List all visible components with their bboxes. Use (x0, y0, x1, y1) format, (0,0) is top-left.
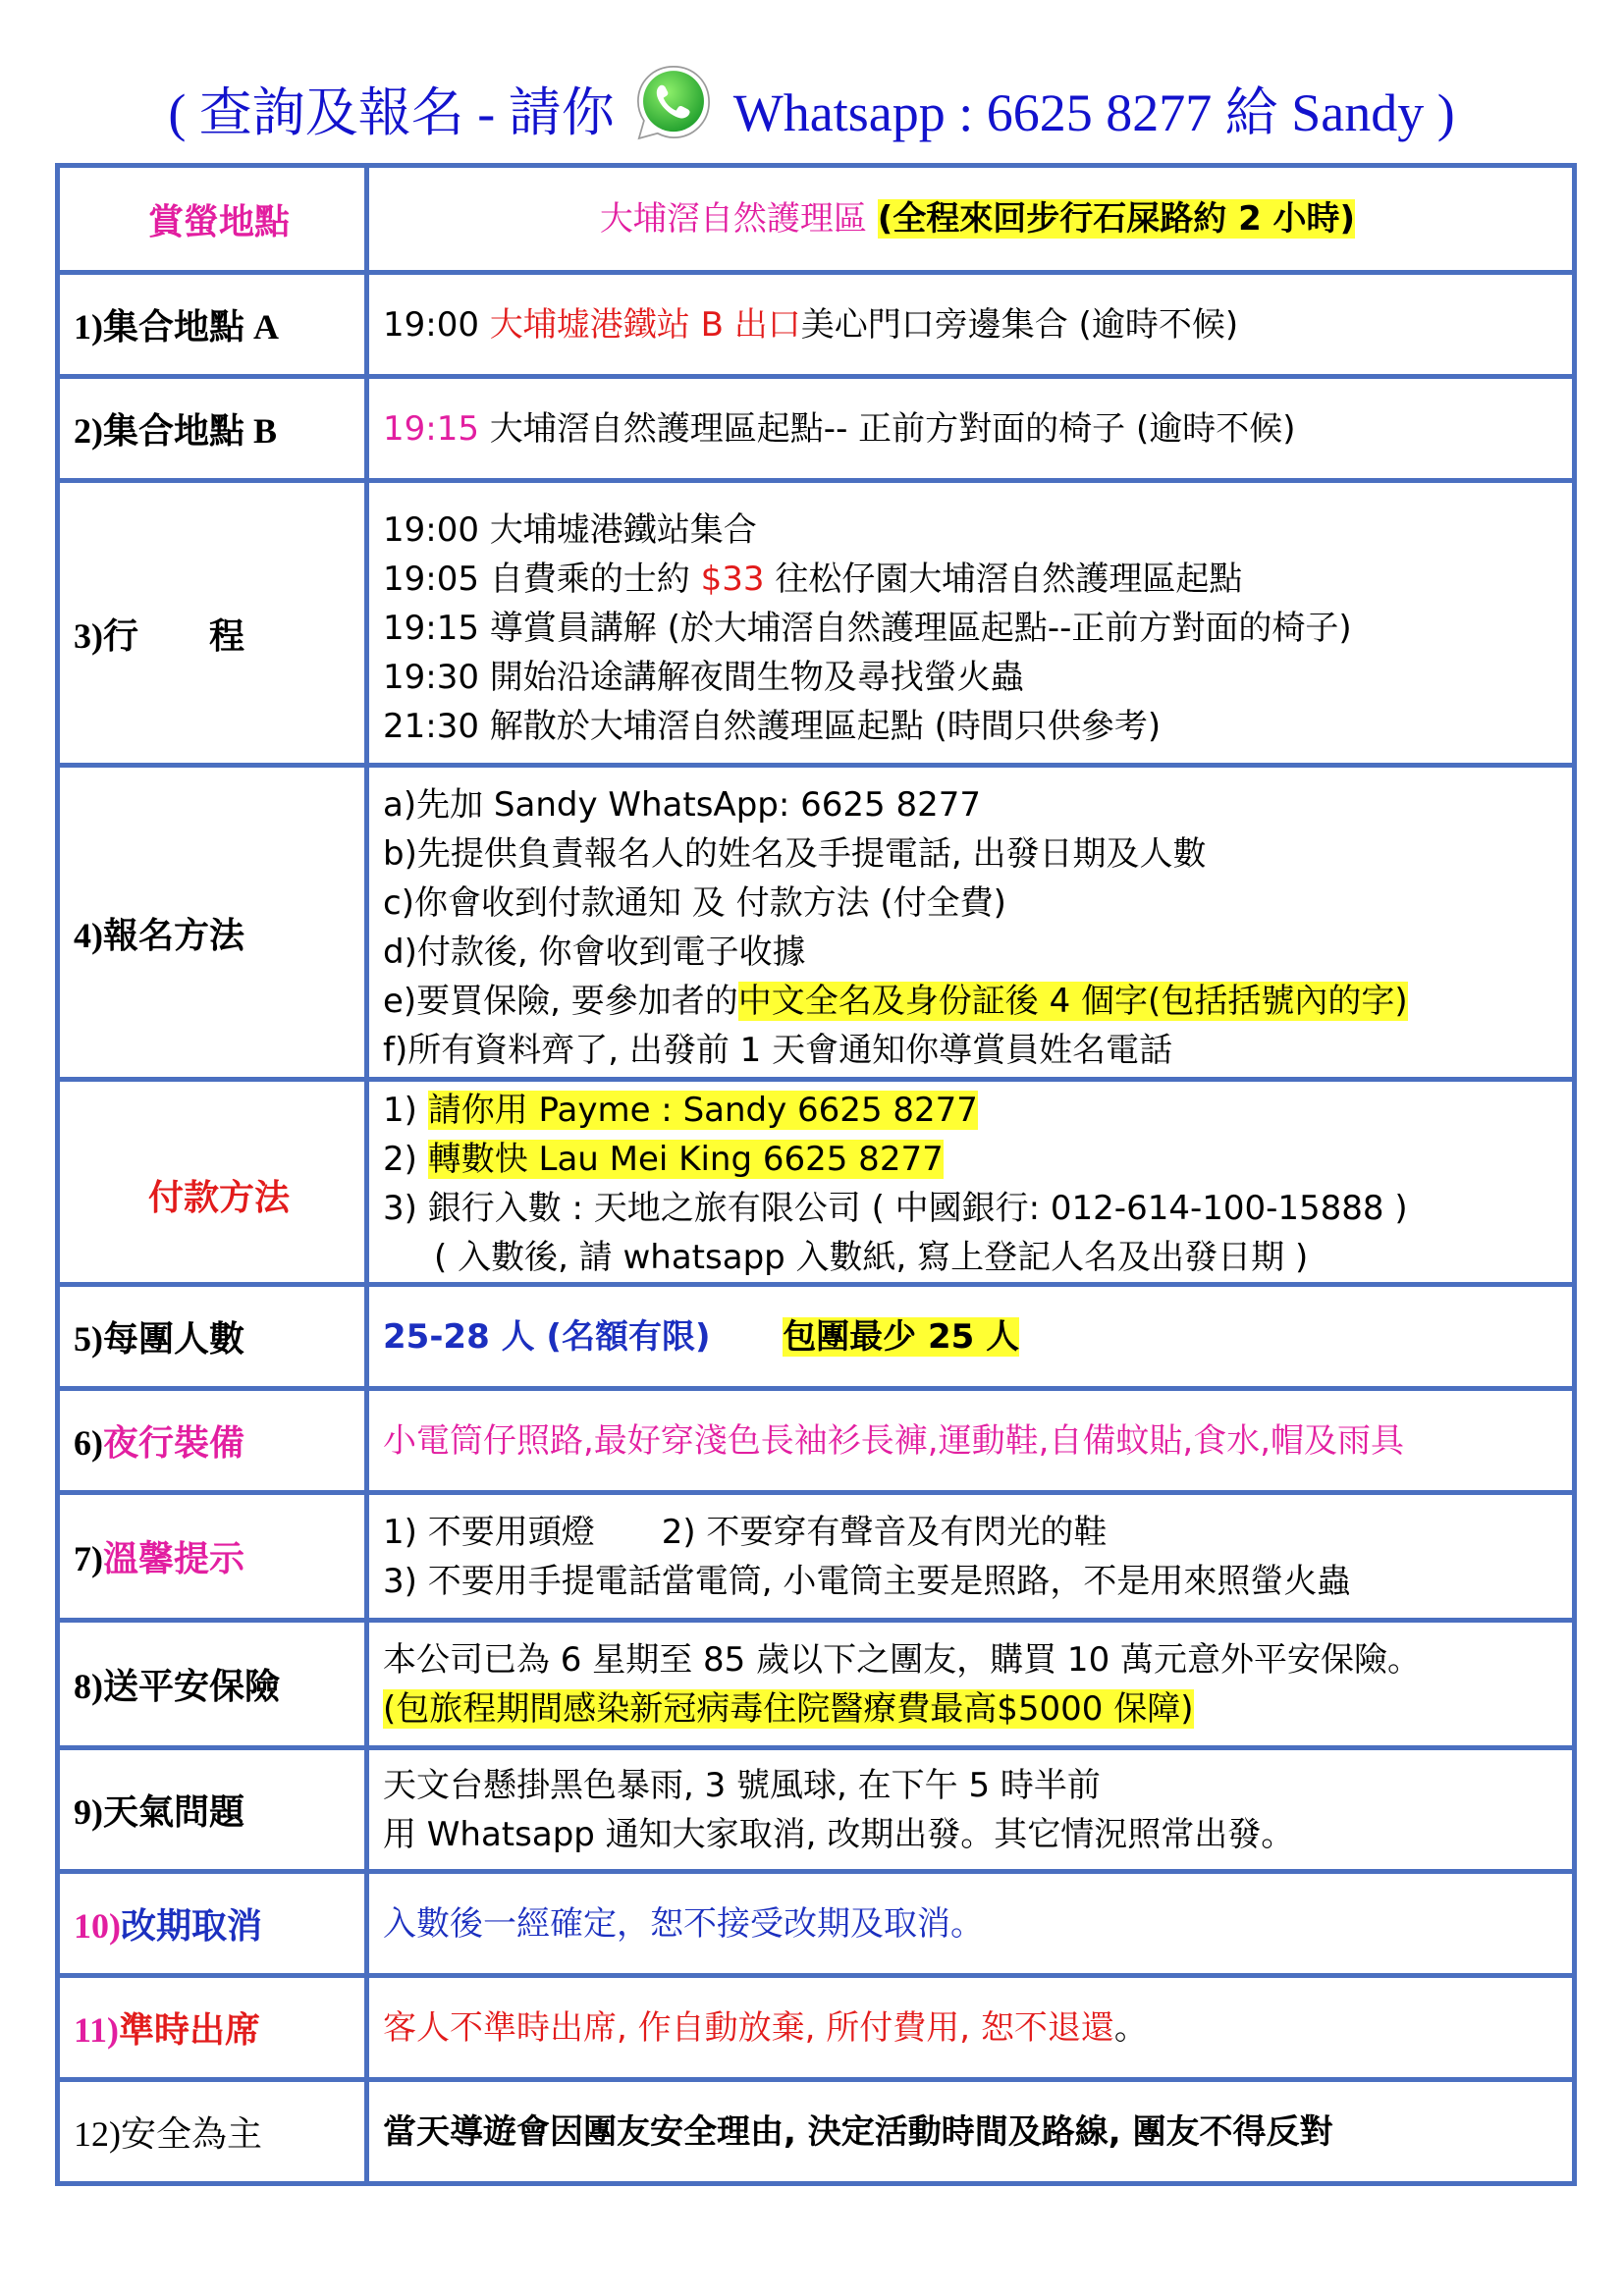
insurance-value (367, 1621, 1575, 1748)
registration-value (367, 766, 1575, 1080)
itinerary-line: 19:00 大埔墟港鐵站集合 (383, 509, 757, 550)
registration-step (383, 977, 1572, 1026)
itinerary-label: 3)行 程 (58, 481, 367, 766)
meeting-b-value (367, 377, 1575, 481)
tips-line: 3) 不要用手提電話當電筒, 小電筒主要是照路，不是用來照螢火蟲 (383, 1561, 1351, 1601)
insurance-covid: (包旅程期間感染新冠病毒住院醫療費最高$5000 保障) (383, 1688, 1194, 1729)
equipment-num: 6) (74, 1423, 103, 1463)
row-registration (58, 766, 1575, 1080)
punctuality-value (367, 1976, 1575, 2080)
meeting-a-time: 19:00 (383, 304, 479, 345)
row-equipment (58, 1389, 1575, 1493)
itinerary-taxi-dest: 往松仔園大埔滘自然護理區起點 (775, 559, 1243, 599)
punctuality-label (58, 1976, 367, 2080)
row-location (58, 166, 1575, 273)
itinerary-line (383, 555, 1572, 604)
tips-value (367, 1493, 1575, 1621)
insurance-line: 本公司已為 6 星期至 85 歲以下之團友，購買 10 萬元意外平安保險。 (383, 1639, 1422, 1680)
cancellation-value: 入數後一經確定，恕不接受改期及取消。 (367, 1872, 1575, 1976)
registration-step: c)你會收到付款通知 及 付款方法 (付全費) (383, 882, 1006, 923)
punctuality-end: 。 (1113, 2007, 1148, 2048)
payment-num: 2) (383, 1140, 417, 1179)
payment-fps: 轉數快 Lau Mei King 6625 8277 (427, 1140, 944, 1179)
row-punctuality (58, 1976, 1575, 2080)
row-meeting-b (58, 377, 1575, 481)
whatsapp-icon (631, 60, 716, 144)
weather-label: 9)天氣問題 (58, 1748, 367, 1872)
weather-line: 用 Whatsapp 通知大家取消, 改期出發。其它情況照常出發。 (383, 1814, 1295, 1854)
registration-step: b)先提供負責報名人的姓名及手提電話, 出發日期及人數 (383, 833, 1207, 874)
location-label: 賞螢地點 (58, 166, 367, 273)
meeting-a-rest: 美心門口旁邊集合 (逾時不候) (800, 304, 1239, 345)
registration-label: 4)報名方法 (58, 766, 367, 1080)
payment-method (383, 1086, 1572, 1135)
payment-value (367, 1080, 1575, 1285)
row-group-size (58, 1285, 1575, 1389)
cancellation-num: 10) (74, 1906, 121, 1946)
location-value (367, 166, 1575, 273)
meeting-a-station: 大埔墟港鐵站 B 出口 (489, 304, 801, 345)
payment-method (383, 1135, 1572, 1184)
info-table (55, 163, 1577, 2186)
itinerary-taxi: 19:05 自費乘的士約 (383, 559, 690, 599)
group-size-min: 包團最少 25 人 (783, 1316, 1020, 1357)
row-payment (58, 1080, 1575, 1285)
registration-e: e)要買保險, 要參加者的 (383, 981, 738, 1021)
weather-line: 天文台懸掛黑色暴雨, 3 號風球, 在下午 5 時半前 (383, 1765, 1101, 1805)
title-contact: Whatsapp : 6625 8277 給 Sandy ) (732, 83, 1455, 142)
meeting-b-time: 19:15 (383, 408, 479, 449)
group-size-count: 25-28 人 (名額有限) (383, 1316, 711, 1357)
itinerary-line: 19:15 導賞員講解 (於大埔滘自然護理區起點--正前方對面的椅子) (383, 608, 1352, 648)
payment-payme: 請你用 Payme : Sandy 6625 8277 (427, 1091, 978, 1130)
taxi-fare: $33 (700, 559, 765, 599)
safety-label: 12)安全為主 (58, 2080, 367, 2184)
payment-label: 付款方法 (58, 1080, 367, 1285)
row-meeting-a (58, 273, 1575, 377)
cancellation-title: 改期取消 (121, 1906, 263, 1946)
registration-step: a)先加 Sandy WhatsApp: 6625 8277 (383, 784, 981, 825)
meeting-b-label: 2)集合地點 B (58, 377, 367, 481)
registration-e-highlight: 中文全名及身份証後 4 個字(包括括號內的字) (737, 981, 1408, 1021)
row-insurance (58, 1621, 1575, 1748)
insurance-label: 8)送平安保險 (58, 1621, 367, 1748)
group-size-label: 5)每團人數 (58, 1285, 367, 1389)
title-enquiry: ( 查詢及報名 - 請你 (168, 83, 615, 142)
location-note: (全程來回步行石屎路約 2 小時) (877, 199, 1356, 239)
tips-label (58, 1493, 367, 1621)
registration-step: f)所有資料齊了, 出發前 1 天會通知你導賞員姓名電話 (383, 1030, 1173, 1070)
punctuality-text: 客人不準時出席, 作自動放棄, 所付費用, 恕不退還 (383, 2007, 1114, 2048)
group-size-value (367, 1285, 1575, 1389)
payment-num: 1) (383, 1091, 417, 1130)
equipment-title: 夜行裝備 (103, 1423, 245, 1463)
page-title (0, 59, 1623, 167)
meeting-b-rest: 大埔滘自然護理區起點-- 正前方對面的椅子 (逾時不候) (489, 408, 1296, 449)
safety-value: 當天導遊會因團友安全理由, 決定活動時間及路線, 團友不得反對 (367, 2080, 1575, 2184)
meeting-a-label: 1)集合地點 A (58, 273, 367, 377)
row-weather (58, 1748, 1575, 1872)
tips-num: 7) (74, 1539, 103, 1578)
row-cancellation (58, 1872, 1575, 1976)
payment-note: ( 入數後, 請 whatsapp 入數紙, 寫上登記人名及出發日期 ) (434, 1238, 1309, 1277)
row-tips (58, 1493, 1575, 1621)
insurance-line (383, 1684, 1572, 1734)
payment-method: 3) 銀行入數 : 天地之旅有限公司 ( 中國銀行: 012-614-100-15888 ) (383, 1189, 1408, 1228)
meeting-a-value (367, 273, 1575, 377)
registration-step: d)付款後, 你會收到電子收據 (383, 932, 806, 972)
punctuality-title: 準時出席 (119, 2010, 261, 2050)
row-safety (58, 2080, 1575, 2184)
equipment-label (58, 1389, 367, 1493)
cancellation-label (58, 1872, 367, 1976)
row-itinerary (58, 481, 1575, 766)
weather-value (367, 1748, 1575, 1872)
itinerary-line: 21:30 解散於大埔滘自然護理區起點 (時間只供參考) (383, 706, 1162, 746)
punctuality-num: 11) (74, 2010, 120, 2050)
itinerary-line: 19:30 開始沿途講解夜間生物及尋找螢火蟲 (383, 657, 1024, 697)
itinerary-value (367, 481, 1575, 766)
tips-line: 1) 不要用頭燈 2) 不要穿有聲音及有閃光的鞋 (383, 1512, 1108, 1552)
location-place: 大埔滘自然護理區 (599, 199, 867, 239)
tips-title: 溫馨提示 (103, 1539, 245, 1578)
equipment-value: 小電筒仔照路,最好穿淺色長袖衫長褲,運動鞋,自備蚊貼,食水,帽及雨具 (367, 1389, 1575, 1493)
